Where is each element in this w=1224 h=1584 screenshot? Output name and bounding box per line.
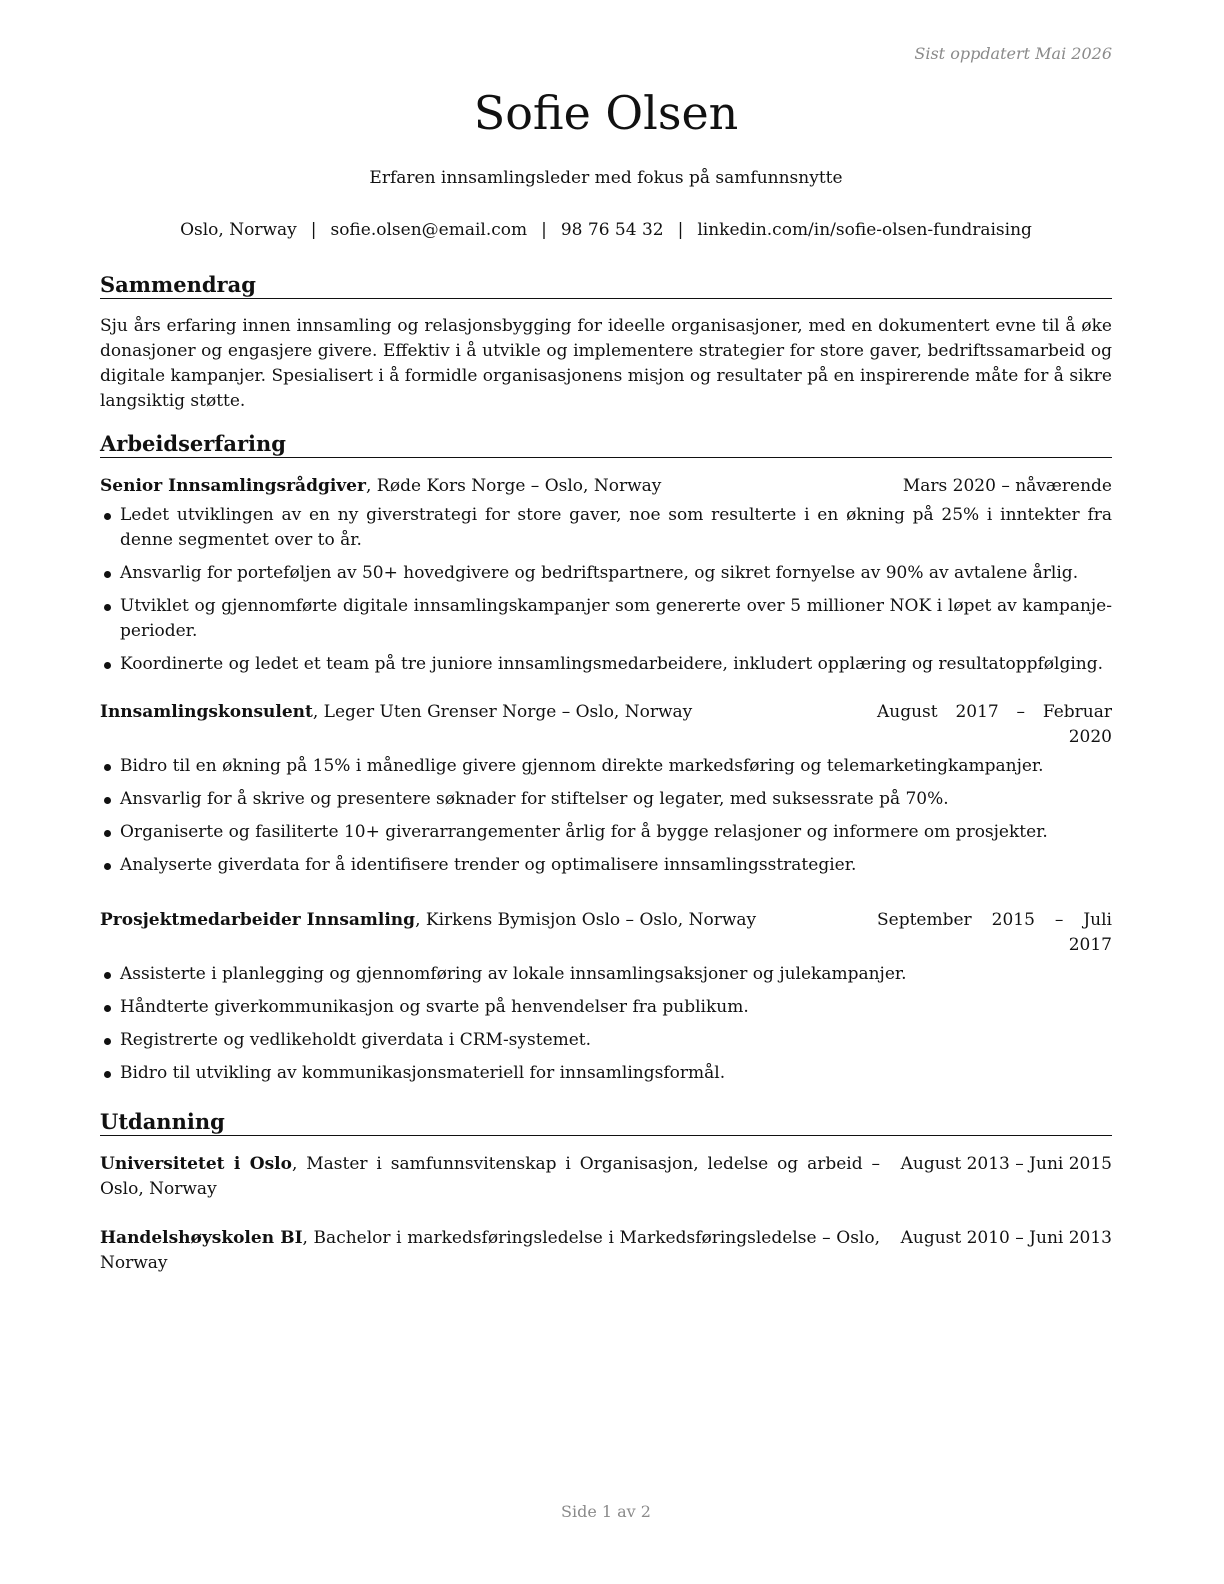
bullet-item: Ledet utviklingen av en ny giverstrategi for store gaver, noe som resulterte i en økning på 25% i inntekter fra denne segmentet over to år. (100, 503, 1112, 553)
bullet-item: Koordinerte og ledet et team på tre juniore innsamlingsmedarbeidere, inkludert opplæring og resultatoppfølging. (100, 652, 1112, 677)
bullet-item: Organiserte og fasiliterte 10+ giverarrangementer årlig for å bygge relasjoner og informere om prosjekter. (100, 820, 1112, 845)
education-dates: August 2010 – Juni 2013 (900, 1228, 1112, 1248)
education-school: Universitetet i Oslo (100, 1154, 292, 1174)
tagline: Erfaren innsamlingsleder med fokus på samfunnsnytte (369, 168, 843, 188)
contact-email[interactable]: sofie.olsen@email.com (330, 220, 528, 240)
job-bullets (100, 503, 1112, 677)
education-entry (100, 1152, 1112, 1202)
bullet-item: Ansvarlig for å skrive og presentere søknader for stiftelser og legater, med suksessrate på 70%. (100, 787, 1112, 812)
contact-separator: | (677, 220, 684, 240)
section-title-experience: Arbeidserfaring (100, 431, 1112, 458)
contact-linkedin[interactable]: linkedin.com/in/sofie-olsen-fundraising (697, 220, 1032, 240)
job-dates: August 2017 – Februar 2020 (877, 702, 1112, 747)
contact-line (100, 220, 1112, 240)
education-detail: , Master i samfunnsvitenskap i Organisasjon, ledelse og arbeid – Oslo, Norway (100, 1154, 880, 1199)
job-bullets (100, 962, 1112, 1086)
job-entry (100, 908, 1112, 1094)
page-number: Side 1 av 2 (561, 1502, 651, 1521)
bullet-item: Utviklet og gjennomførte digitale innsamlingskampanjer som genererte over 5 millioner NOK i løpet av kampanjeperioder. (100, 594, 1112, 644)
job-title: Innsamlingskonsulent (100, 702, 313, 722)
education-detail: , Bachelor i markedsføringsledelse i Markedsføringsledelse – Oslo, Norway (100, 1228, 880, 1273)
contact-separator: | (310, 220, 317, 240)
job-title: Senior Innsamlingsrådgiver (100, 476, 366, 496)
bullet-item: Bidro til en økning på 15% i månedlige givere gjennom direkte markedsføring og telemarketingkampanjer. (100, 754, 1112, 779)
bullet-item: Håndterte giverkommunikasjon og svarte på henvendelser fra publikum. (100, 995, 1112, 1020)
job-entry (100, 700, 1112, 886)
job-org: , Kirkens Bymisjon Oslo – Oslo, Norway (415, 910, 757, 930)
job-title: Prosjektmedarbeider Innsamling (100, 910, 416, 930)
job-header (100, 700, 1112, 750)
job-dates: September 2015 – Juli 2017 (877, 910, 1112, 955)
contact-separator: | (541, 220, 547, 240)
bullet-item: Bidro til utvikling av kommunikasjonsmateriell for innsamlingsformål. (100, 1061, 1112, 1086)
resume-page (100, 0, 1112, 1584)
last-updated: Sist oppdatert Mai 2026 (914, 44, 1112, 63)
candidate-name: Sofie Olsen (473, 86, 739, 140)
section-title-summary: Sammendrag (100, 272, 1112, 299)
job-org: , Røde Kors Norge – Oslo, Norway (365, 476, 662, 496)
education-school: Handelshøyskolen BI (100, 1228, 303, 1248)
bullet-item: Analyserte giverdata for å identifisere trender og optimalisere innsamlingsstrategier. (100, 853, 1112, 878)
contact-location: Oslo, Norway (180, 220, 297, 240)
education-entry (100, 1226, 1112, 1276)
bullet-item: Assisterte i planlegging og gjennomføring av lokale innsamlingsaksjoner og julekampanjer. (100, 962, 1112, 987)
bullet-item: Ansvarlig for porteføljen av 50+ hovedgivere og bedriftspartnere, og sikret fornyelse av 90% av avtalene årlig. (100, 561, 1112, 586)
education-dates: August 2013 – Juni 2015 (900, 1154, 1112, 1174)
contact-phone: 98 76 54 32 (560, 220, 664, 240)
section-title-education: Utdanning (100, 1109, 1112, 1136)
summary-text: Sju års erfaring innen innsamling og relasjonsbygging for ideelle organisasjoner, med en dokumentert evne til å øke donasjoner og engasjere givere. Effektiv i å utvikle og implementere strategier for store gaver, bedriftssamarbeid og digitale kampanjer. Spesialisert i å formidle organisasjonens misjon og resultater på en inspirerende måte for å sikre langsiktig støtte. (100, 316, 1112, 411)
job-org: , Leger Uten Grenser Norge – Oslo, Norway (312, 702, 693, 722)
job-header (100, 474, 1112, 499)
bullet-item: Registrerte og vedlikeholdt giverdata i CRM-systemet. (100, 1028, 1112, 1053)
job-header (100, 908, 1112, 958)
job-entry (100, 474, 1112, 685)
job-dates: Mars 2020 – nåværende (902, 476, 1112, 496)
job-bullets (100, 754, 1112, 878)
